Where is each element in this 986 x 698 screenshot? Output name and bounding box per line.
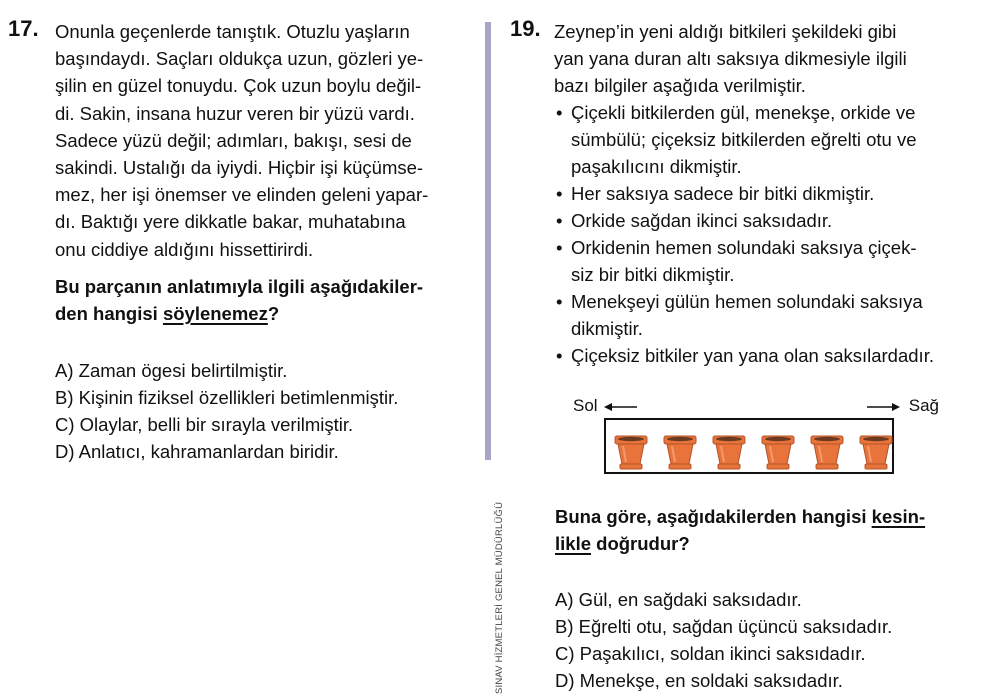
clue-list-item: [556, 180, 875, 207]
option-d[interactable]: D) Anlatıcı, kahramanlardan biridir.: [55, 441, 339, 462]
arrow-right-icon: [866, 401, 900, 413]
question-stem-emphasis: kesin-: [871, 506, 926, 527]
clue-list-item: [556, 234, 917, 288]
question-stem-emphasis: söylenemez: [162, 303, 268, 325]
option-a[interactable]: A) Zaman ögesi belirtilmiştir.: [55, 360, 288, 381]
question-19-intro: [554, 18, 907, 100]
flower-pot-icon: [761, 435, 795, 471]
passage-line: şilin en güzel tonuydu. Çok uzun boylu değil-: [55, 75, 422, 97]
flower-pot-icon: [663, 435, 697, 471]
passage-line: di. Sakin, insana huzur veren bir yüzü vardı.: [55, 102, 415, 124]
direction-left: [573, 396, 638, 416]
clue-line: sümbülü; çiçeksiz bitkilerden eğrelti otu ve: [571, 129, 917, 151]
clue-line: Her saksıya sadece bir bitki dikmiştir.: [571, 183, 875, 204]
right-label: Sağ: [908, 396, 939, 415]
bullet-icon: •: [556, 102, 563, 123]
arrow-left-icon: [604, 401, 638, 413]
bullet-icon: •: [556, 183, 563, 204]
question-19-stem: [555, 503, 985, 557]
flower-pot-icon: [810, 435, 844, 471]
question-stem-line: Bu parçanın anlatımıyla ilgili aşağıdakiler-: [55, 276, 424, 297]
pots-figure: [604, 418, 894, 474]
left-label: Sol: [573, 396, 598, 415]
question-stem-line: [555, 530, 985, 557]
passage-line: sakindi. Ustalığı da iyiydi. Hiçbir işi küçümse-: [55, 156, 424, 178]
question-stem-line: [55, 300, 423, 327]
passage-line: onu ciddiye aldığını hissettirirdi.: [55, 238, 314, 260]
passage-line: dı. Baktığı yere dikkatle bakar, muhatabına: [55, 211, 406, 233]
question-stem-text: den hangisi: [55, 303, 163, 325]
passage-line: Onunla geçenlerde tanıştık. Otuzlu yaşların: [55, 21, 410, 42]
clue-line: paşakılıcını dikmiştir.: [571, 156, 742, 178]
option-d[interactable]: D) Menekşe, en soldaki saksıdadır.: [555, 670, 843, 691]
publisher-text: SINAV HİZMETLERİ GENEL MÜDÜRLÜĞÜ: [494, 501, 505, 694]
intro-line: bazı bilgiler aşağıda verilmiştir.: [554, 75, 806, 97]
bullet-icon: •: [556, 345, 563, 366]
intro-line: yan yana duran altı saksıya dikmesiyle ilgili: [554, 48, 907, 70]
option-b[interactable]: B) Kişinin fiziksel özellikleri betimlenmiştir.: [55, 387, 399, 408]
clue-list-item: [556, 342, 934, 369]
question-stem-line: [555, 503, 985, 530]
clue-list-item: [556, 99, 917, 181]
clue-line: dikmiştir.: [571, 318, 643, 340]
question-stem-text: doğrudur?: [591, 533, 690, 555]
question-17-passage: [55, 18, 428, 263]
option-c[interactable]: C) Paşakılıcı, soldan ikinci saksıdadır.: [555, 643, 866, 664]
question-17-number: 17.: [8, 16, 39, 41]
option-b[interactable]: B) Eğrelti otu, sağdan üçüncü saksıdadır.: [555, 616, 893, 637]
passage-line: başındaydı. Saçları oldukça uzun, gözleri ye-: [55, 48, 424, 70]
passage-line: Sadece yüzü değil; adımları, bakışı, sesi de: [55, 129, 412, 151]
flower-pot-icon: [712, 435, 746, 471]
clue-line: Çiçeksiz bitkiler yan yana olan saksılardadır.: [571, 345, 934, 366]
bullet-icon: •: [556, 237, 563, 258]
clue-line: Çiçekli bitkilerden gül, menekşe, orkide ve: [571, 102, 916, 123]
question-stem-text: Buna göre, aşağıdakilerden hangisi: [555, 506, 872, 527]
clue-line: Orkidenin hemen solundaki saksıya çiçek-: [571, 237, 917, 258]
passage-line: mez, her işi önemser ve elinden geleni yapar-: [55, 184, 429, 206]
question-stem-emphasis: likle: [555, 533, 591, 555]
clue-line: siz bir bitki dikmiştir.: [571, 264, 735, 286]
clue-line: Menekşeyi gülün hemen solundaki saksıya: [571, 291, 923, 312]
option-a[interactable]: A) Gül, en sağdaki saksıdadır.: [555, 589, 802, 610]
clue-list-item: [556, 288, 923, 342]
column-divider: [485, 22, 491, 460]
question-19-number: 19.: [510, 16, 541, 41]
flower-pot-icon: [859, 435, 893, 471]
bullet-icon: •: [556, 291, 563, 312]
question-17-stem: [55, 273, 423, 327]
question-stem-text: ?: [267, 303, 280, 325]
publisher-vertical-text: [478, 472, 505, 698]
intro-line: Zeynep’in yeni aldığı bitkileri şekildeki gibi: [554, 21, 897, 42]
clue-line: Orkide sağdan ikinci saksıdadır.: [571, 210, 833, 231]
bullet-icon: •: [556, 210, 563, 231]
option-c[interactable]: C) Olaylar, belli bir sırayla verilmiştir.: [55, 414, 354, 435]
direction-right: [866, 396, 939, 416]
clue-list-item: [556, 207, 833, 234]
flower-pot-icon: [614, 435, 648, 471]
